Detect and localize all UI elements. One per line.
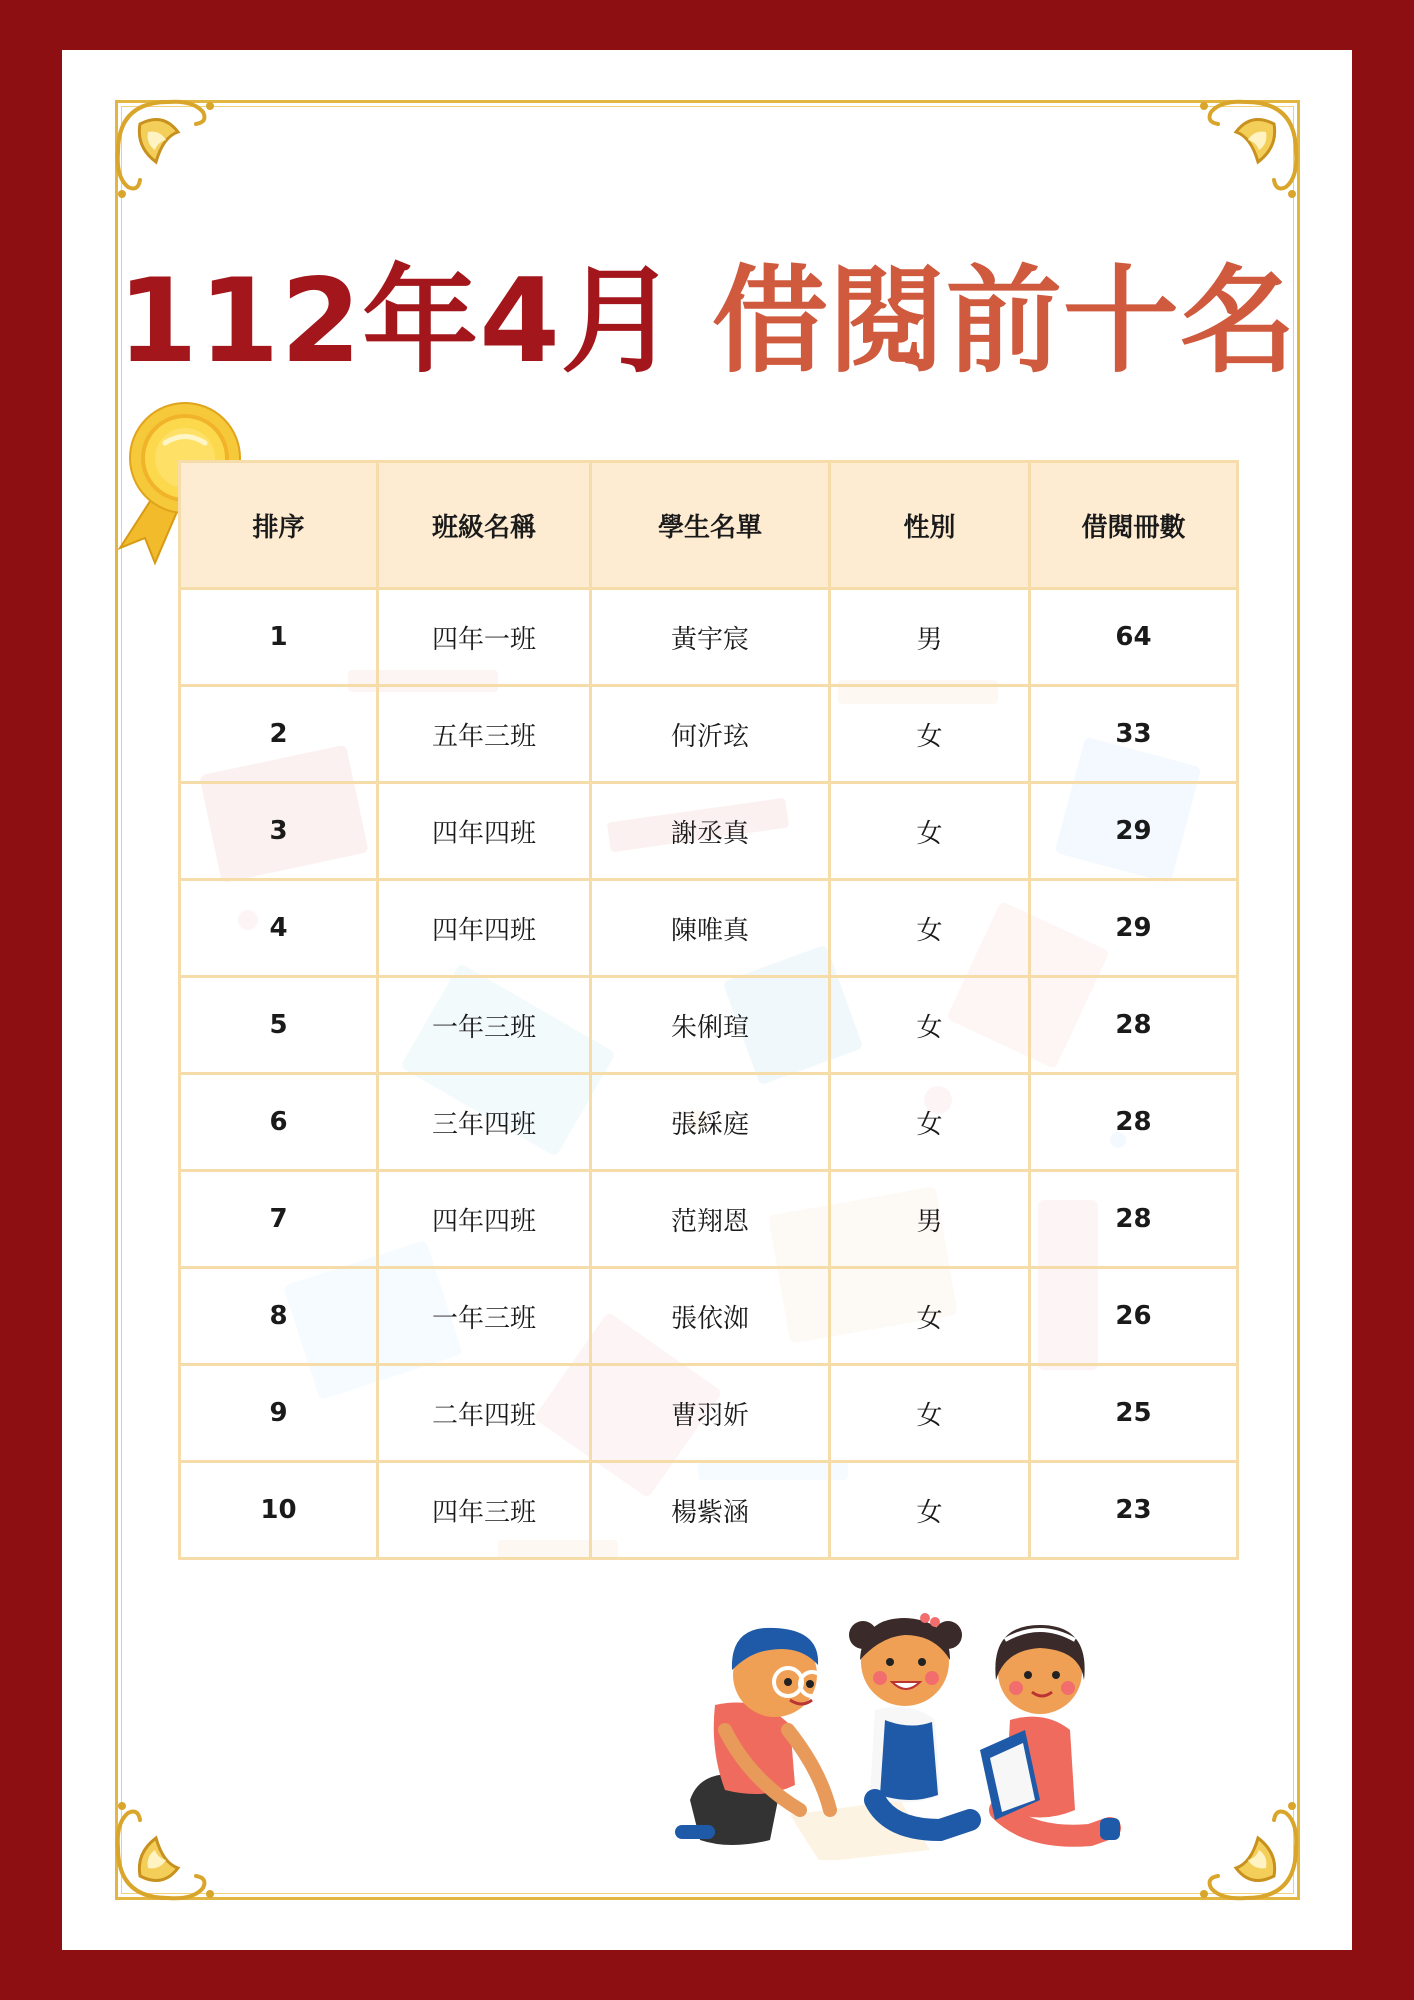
- header-gender: 性別: [830, 462, 1030, 589]
- cell-class: 三年四班: [378, 1074, 591, 1171]
- gold-ornament-corner-icon: [1176, 1778, 1306, 1908]
- cell-class: 四年三班: [378, 1462, 591, 1559]
- cell-count: 28: [1030, 1074, 1238, 1171]
- cell-count: 29: [1030, 783, 1238, 880]
- cell-gender: 女: [830, 783, 1030, 880]
- cell-gender: 女: [830, 880, 1030, 977]
- table-header-row: [180, 462, 1238, 589]
- cell-class: 二年四班: [378, 1365, 591, 1462]
- page-title: [0, 228, 1414, 395]
- cell-class: 四年四班: [378, 1171, 591, 1268]
- cell-student: 陳唯真: [591, 880, 830, 977]
- cell-rank: 6: [180, 1074, 378, 1171]
- table-row: [180, 1365, 1238, 1462]
- table-row: [180, 589, 1238, 686]
- table-row: [180, 783, 1238, 880]
- table-row: [180, 1074, 1238, 1171]
- cell-count: 26: [1030, 1268, 1238, 1365]
- cell-student: 張依洳: [591, 1268, 830, 1365]
- cell-class: 四年一班: [378, 589, 591, 686]
- cell-rank: 9: [180, 1365, 378, 1462]
- cell-class: 一年三班: [378, 977, 591, 1074]
- cell-class: 四年四班: [378, 880, 591, 977]
- cell-rank: 1: [180, 589, 378, 686]
- cell-student: 張綵庭: [591, 1074, 830, 1171]
- cell-gender: 男: [830, 589, 1030, 686]
- cell-rank: 8: [180, 1268, 378, 1365]
- cell-rank: 7: [180, 1171, 378, 1268]
- cell-count: 28: [1030, 977, 1238, 1074]
- cell-count: 28: [1030, 1171, 1238, 1268]
- ranking-table: [178, 460, 1239, 1560]
- header-rank: 排序: [180, 462, 378, 589]
- gold-ornament-corner-icon: [108, 1778, 238, 1908]
- cell-student: 朱俐瑄: [591, 977, 830, 1074]
- header-student: 學生名單: [591, 462, 830, 589]
- table-row: [180, 1268, 1238, 1365]
- header-count: 借閱冊數: [1030, 462, 1238, 589]
- cell-class: 五年三班: [378, 686, 591, 783]
- cell-count: 29: [1030, 880, 1238, 977]
- header-class: 班級名稱: [378, 462, 591, 589]
- ranking-table-container: [178, 460, 1236, 1560]
- gold-ornament-corner-icon: [1176, 92, 1306, 222]
- cell-count: 25: [1030, 1365, 1238, 1462]
- cell-rank: 2: [180, 686, 378, 783]
- cell-class: 四年四班: [378, 783, 591, 880]
- table-row: [180, 686, 1238, 783]
- cell-gender: 男: [830, 1171, 1030, 1268]
- cell-rank: 4: [180, 880, 378, 977]
- cell-gender: 女: [830, 686, 1030, 783]
- cell-count: 33: [1030, 686, 1238, 783]
- cell-gender: 女: [830, 1268, 1030, 1365]
- cell-gender: 女: [830, 1074, 1030, 1171]
- cell-gender: 女: [830, 977, 1030, 1074]
- cell-student: 何沂玹: [591, 686, 830, 783]
- table-row: [180, 977, 1238, 1074]
- cell-student: 曹羽妡: [591, 1365, 830, 1462]
- title-date: 112年4月: [117, 254, 678, 389]
- gold-ornament-corner-icon: [108, 92, 238, 222]
- cell-class: 一年三班: [378, 1268, 591, 1365]
- cell-gender: 女: [830, 1365, 1030, 1462]
- cell-count: 23: [1030, 1462, 1238, 1559]
- cell-student: 楊紫涵: [591, 1462, 830, 1559]
- cell-rank: 5: [180, 977, 378, 1074]
- cell-student: 謝丞真: [591, 783, 830, 880]
- title-heading: 借閱前十名: [711, 254, 1297, 389]
- cell-student: 范翔恩: [591, 1171, 830, 1268]
- cell-rank: 10: [180, 1462, 378, 1559]
- cell-gender: 女: [830, 1462, 1030, 1559]
- cell-count: 64: [1030, 589, 1238, 686]
- cell-student: 黃宇宸: [591, 589, 830, 686]
- table-row: [180, 1462, 1238, 1559]
- cell-rank: 3: [180, 783, 378, 880]
- table-row: [180, 880, 1238, 977]
- children-reading-illustration: [670, 1600, 1190, 1860]
- table-row: [180, 1171, 1238, 1268]
